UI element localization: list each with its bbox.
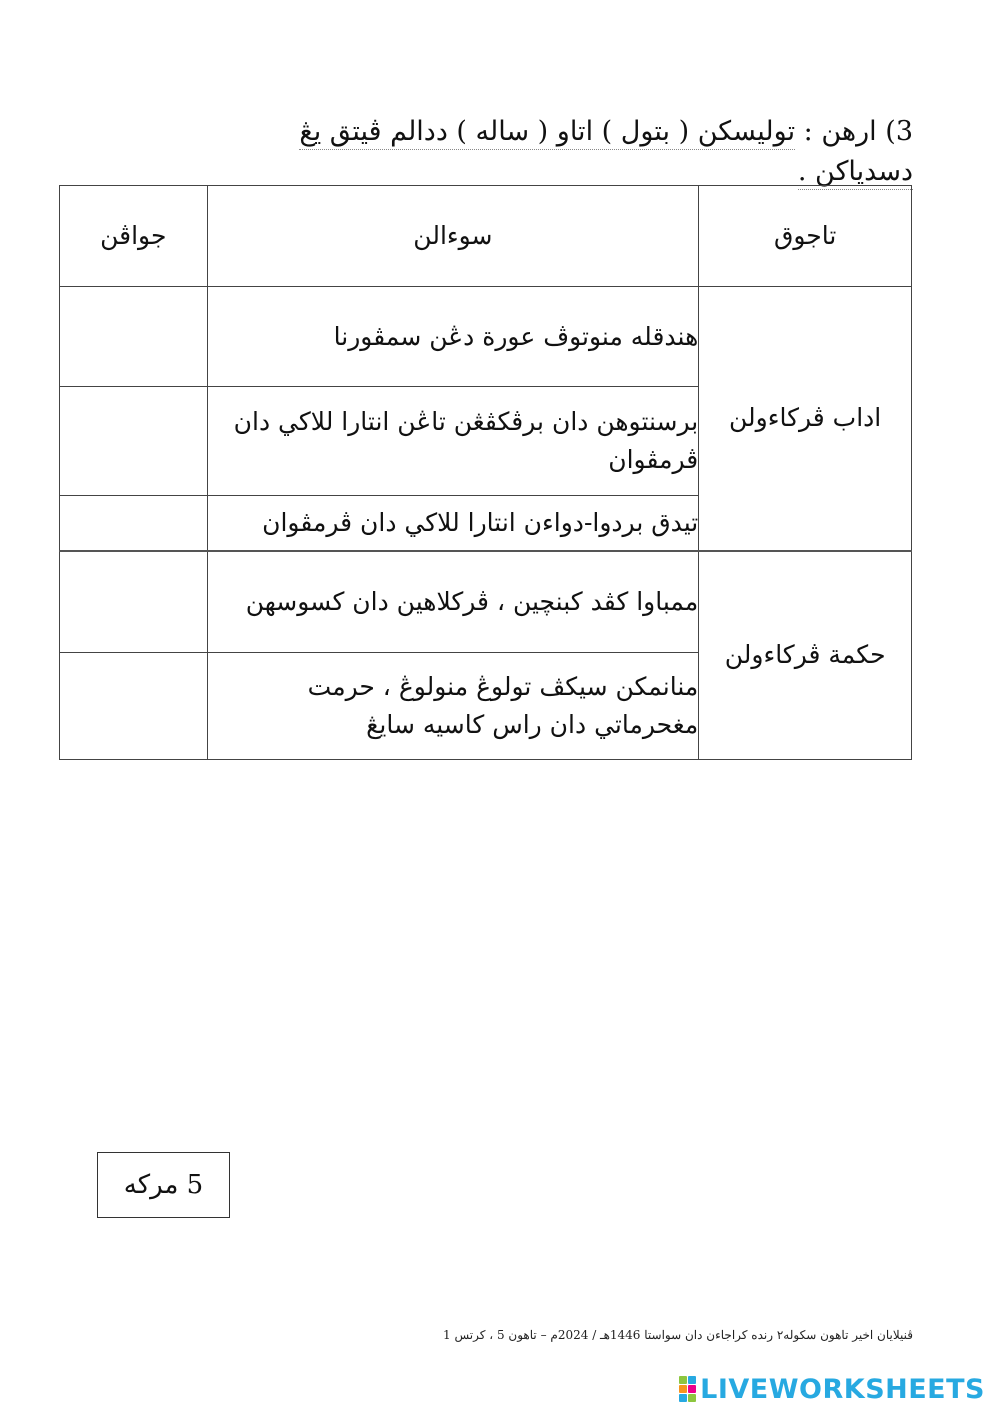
header-answer: جواڤن xyxy=(60,186,208,287)
question-table xyxy=(59,185,912,760)
instruction xyxy=(213,112,913,192)
table-header-row xyxy=(60,186,912,287)
header-question: سوءالن xyxy=(207,186,699,287)
topic-cell: حكمة ڤركاءولن xyxy=(699,551,912,760)
answer-field[interactable] xyxy=(60,387,208,496)
marks-box: 5 مركه xyxy=(97,1152,230,1218)
instruction-prefix: 3) ارهن : xyxy=(795,116,913,147)
question-cell: هندقله منوتوڤ عورة دڠن سمڤورنا xyxy=(207,287,699,387)
header-topic: تاجوق xyxy=(699,186,912,287)
brand-name: LIVEWORKSHEETS xyxy=(700,1373,985,1405)
answer-field[interactable] xyxy=(60,496,208,551)
topic-cell: اداب ڤركاءولن xyxy=(699,287,912,551)
answer-field[interactable] xyxy=(60,287,208,387)
liveworksheets-logo-icon xyxy=(679,1376,696,1402)
instruction-text: توليسكن ( بتول ) اتاو ( ساله ) ددالم ڤيتق يڠ دسدياكن . xyxy=(299,116,913,190)
question-cell: تيدق بردوا-دواءن انتارا للاكي دان ڤرمڤوان xyxy=(207,496,699,551)
table-row xyxy=(60,551,912,653)
question-cell: ممباوا كڤد كبنچين ، ڤركلاهين دان كسوسهن xyxy=(207,551,699,653)
answer-field[interactable] xyxy=(60,653,208,760)
question-cell: منانمكن سيكڤ تولوڠ منولوڠ ، حرمت مغحرماتي دان راس كاسيه سايڠ xyxy=(207,653,699,760)
question-cell: برسنتوهن دان برڤكڤڠن تاڠن انتارا للاكي دان ڤرمڤوان xyxy=(207,387,699,496)
answer-field[interactable] xyxy=(60,551,208,653)
brand-watermark[interactable] xyxy=(679,1374,985,1404)
table-row xyxy=(60,287,912,387)
footer-text: ڤنيلايان اخير تاهون سكوله٢ رنده كراجاءن دان سواستا 1446هـ / 2024م – تاهون 5 ، كرتس 1 xyxy=(443,1328,913,1342)
